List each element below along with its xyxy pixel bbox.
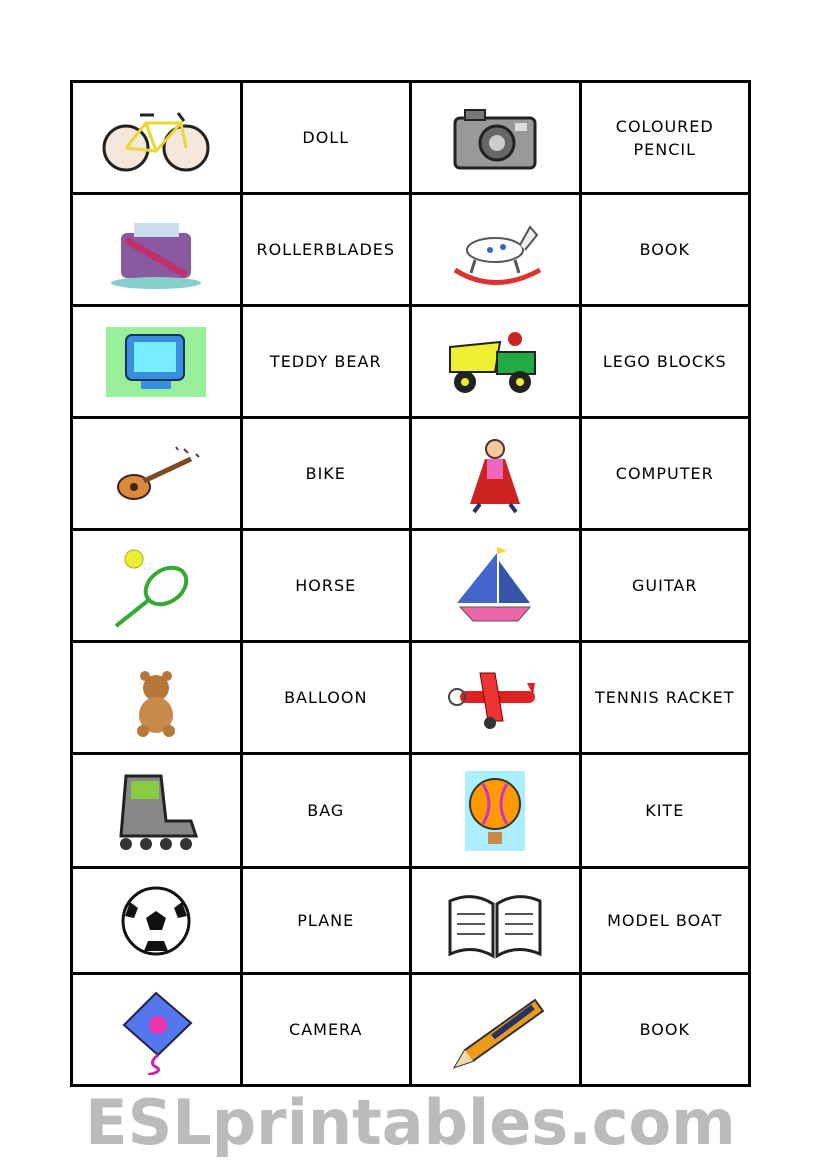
kite-icon	[96, 985, 216, 1075]
word-cell: BAG	[241, 754, 411, 868]
picture-cell	[72, 82, 242, 194]
picture-cell	[411, 642, 581, 754]
word-cell: GUITAR	[580, 530, 750, 642]
domino-card-table	[70, 80, 751, 1087]
word-cell: COMPUTER	[580, 418, 750, 530]
picture-cell	[411, 194, 581, 306]
word-cell: KITE	[580, 754, 750, 868]
picture-cell	[72, 530, 242, 642]
picture-cell	[72, 306, 242, 418]
card-row	[72, 194, 750, 306]
card-row	[72, 754, 750, 868]
guitar-icon	[96, 429, 216, 519]
soccer-ball-icon	[96, 876, 216, 966]
word-cell: HORSE	[241, 530, 411, 642]
picture-cell	[411, 868, 581, 974]
picture-cell	[72, 868, 242, 974]
hot-air-balloon-icon	[435, 766, 555, 856]
plane-icon	[435, 653, 555, 743]
picture-cell	[411, 530, 581, 642]
teddy-bear-icon	[96, 653, 216, 743]
word-cell: ROLLERBLADES	[241, 194, 411, 306]
card-row	[72, 868, 750, 974]
card-row	[72, 974, 750, 1086]
camera-icon	[435, 93, 555, 183]
picture-cell	[411, 306, 581, 418]
picture-cell	[72, 974, 242, 1086]
picture-cell	[72, 754, 242, 868]
word-cell: CAMERA	[241, 974, 411, 1086]
picture-cell	[72, 418, 242, 530]
toy-truck-icon	[435, 317, 555, 407]
picture-cell	[411, 418, 581, 530]
word-cell: PLANE	[241, 868, 411, 974]
book-icon	[435, 876, 555, 966]
word-cell: BIKE	[241, 418, 411, 530]
card-row	[72, 82, 750, 194]
picture-cell	[72, 194, 242, 306]
tennis-racket-icon	[96, 541, 216, 631]
word-cell: LEGO BLOCKS	[580, 306, 750, 418]
picture-cell	[411, 82, 581, 194]
word-cell: BALLOON	[241, 642, 411, 754]
word-cell: BOOK	[580, 194, 750, 306]
doll-icon	[435, 429, 555, 519]
picture-cell	[411, 974, 581, 1086]
word-cell: BOOK	[580, 974, 750, 1086]
rollerblade-icon	[96, 766, 216, 856]
card-row	[72, 530, 750, 642]
sailboat-icon	[435, 541, 555, 631]
word-cell: TEDDY BEAR	[241, 306, 411, 418]
word-cell: MODEL BOAT	[580, 868, 750, 974]
watermark: ESLprintables.com	[85, 1086, 736, 1159]
picture-cell	[411, 754, 581, 868]
bag-icon	[96, 205, 216, 295]
card-row	[72, 306, 750, 418]
word-cell: COLOURED PENCIL	[580, 82, 750, 194]
bicycle-icon	[96, 93, 216, 183]
card-row	[72, 642, 750, 754]
computer-icon	[96, 317, 216, 407]
card-row	[72, 418, 750, 530]
picture-cell	[72, 642, 242, 754]
pencil-icon	[435, 985, 555, 1075]
rocking-horse-icon	[435, 205, 555, 295]
word-cell: DOLL	[241, 82, 411, 194]
word-cell: TENNIS RACKET	[580, 642, 750, 754]
